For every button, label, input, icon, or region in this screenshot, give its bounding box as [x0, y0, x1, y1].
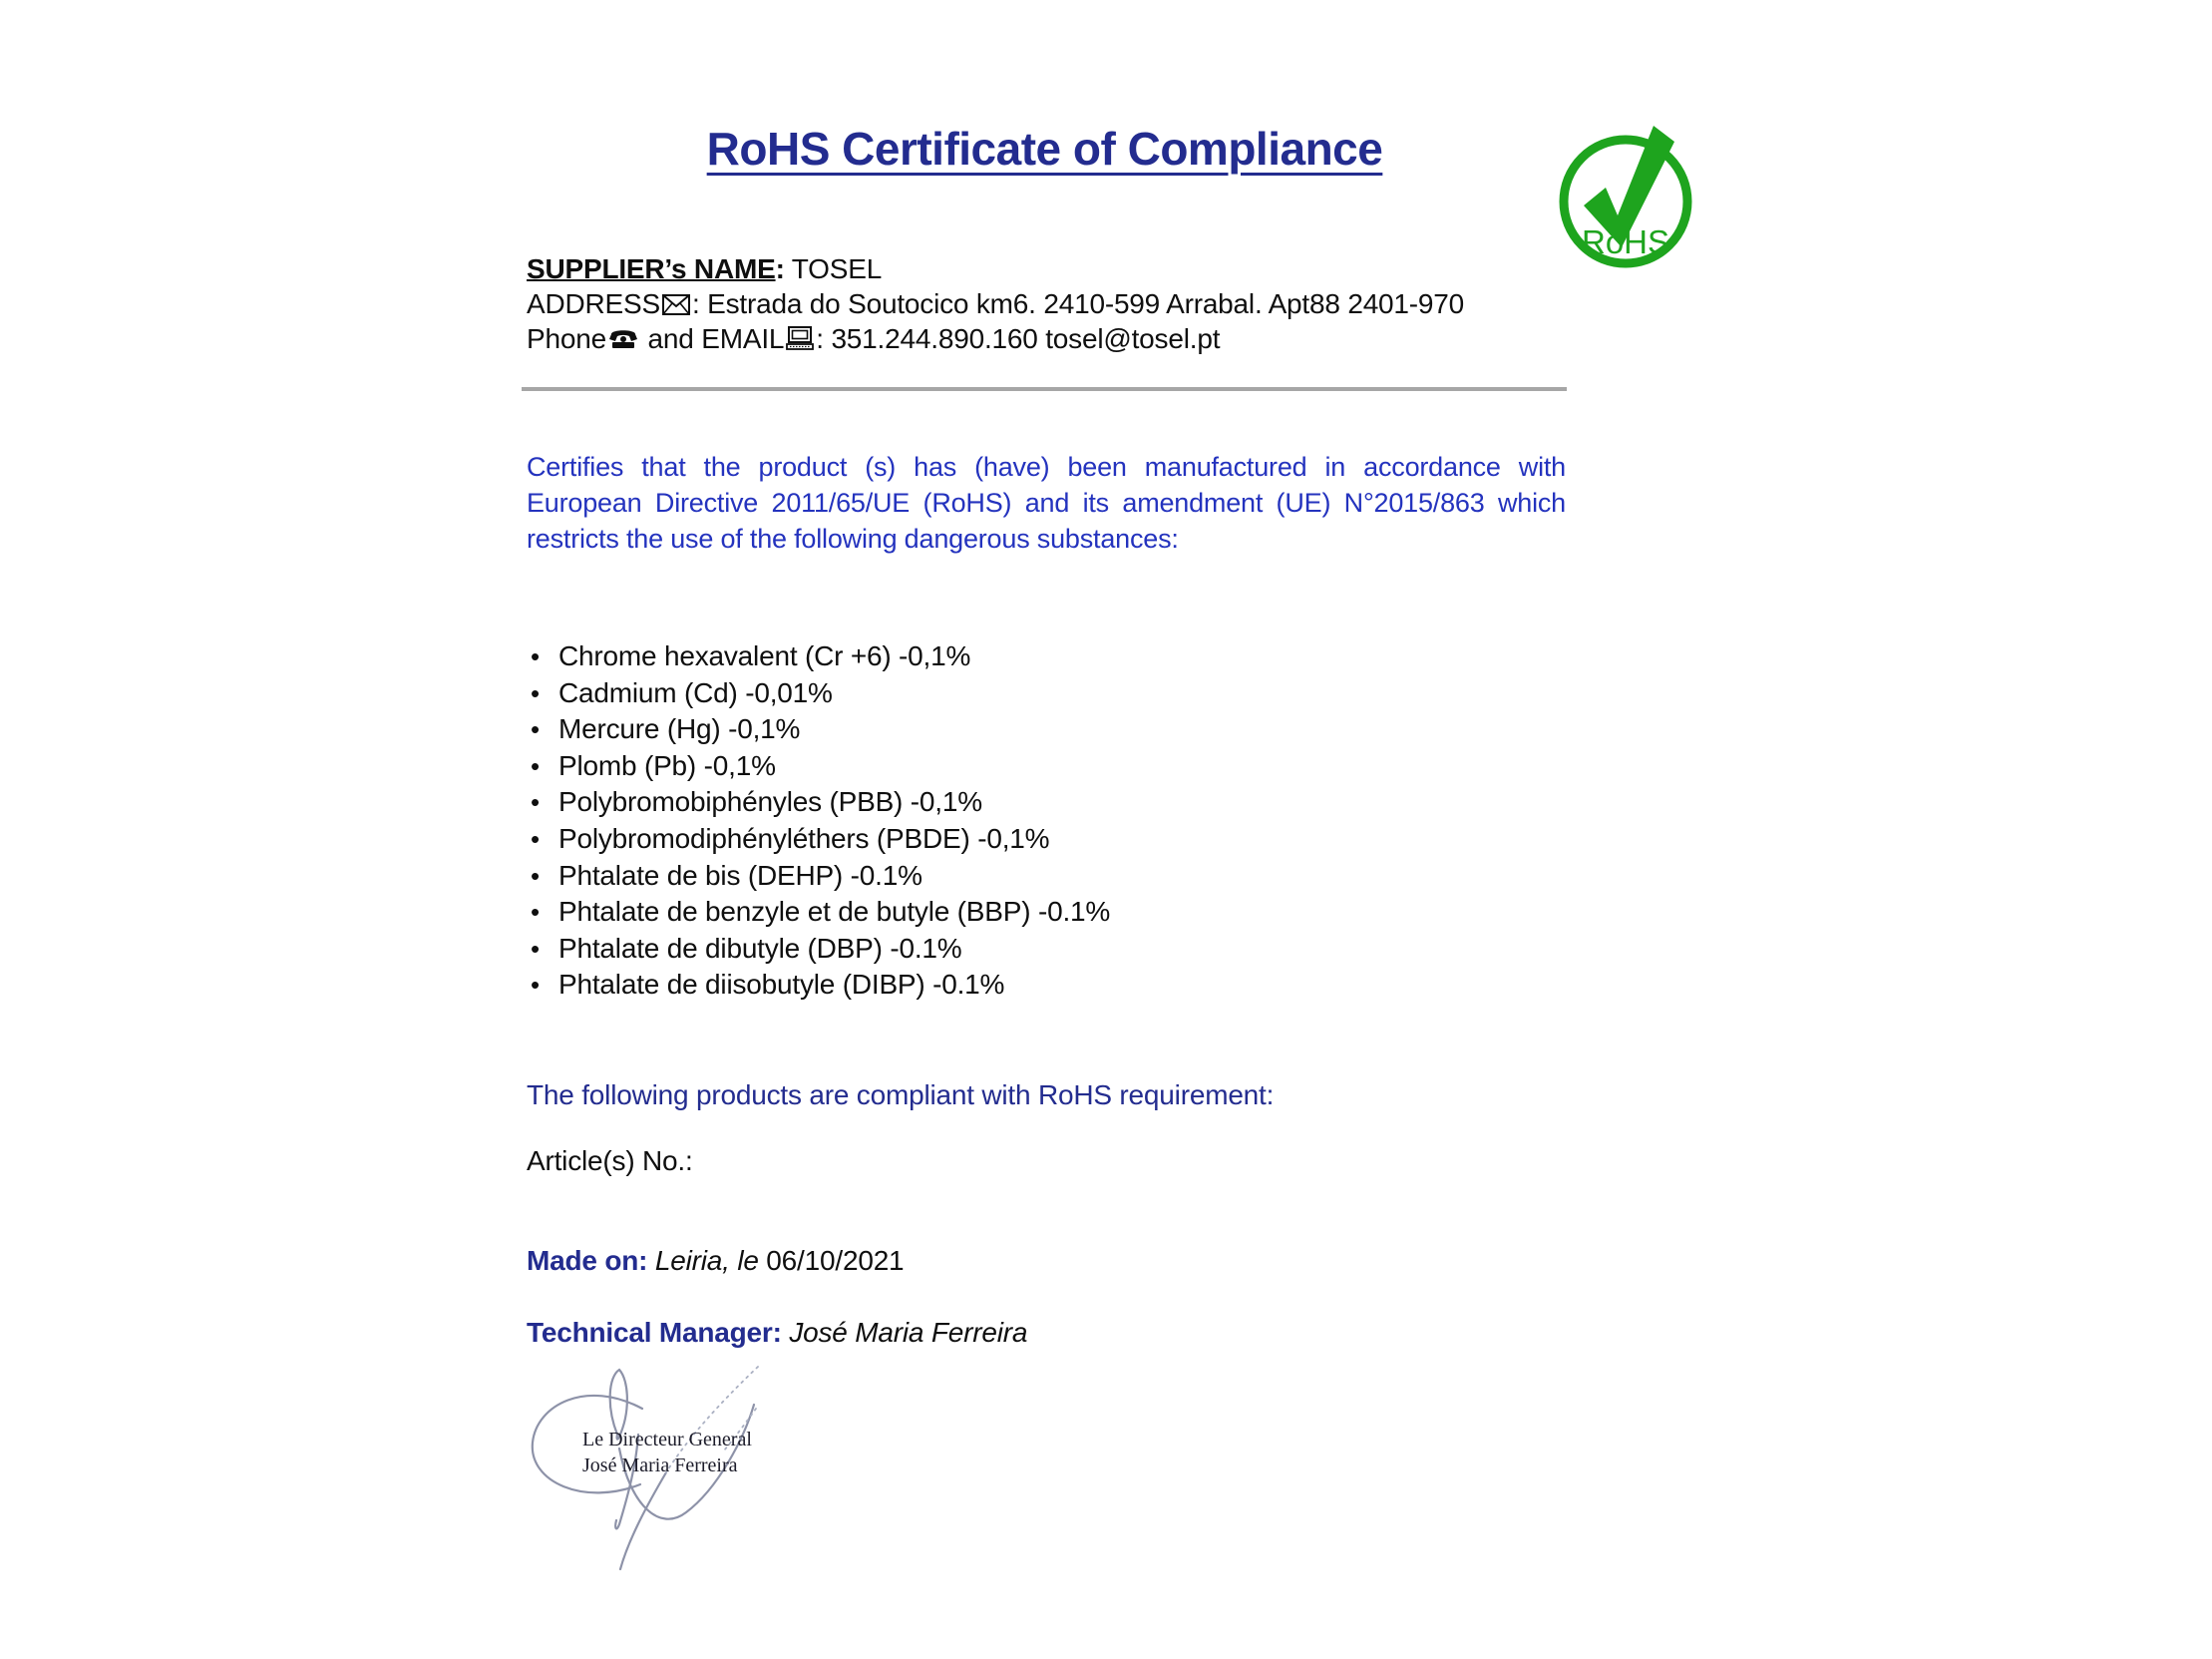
- articles-label: Article(s) No.:: [527, 1145, 693, 1176]
- page-title: [524, 122, 1566, 176]
- substance-label: Polybromobiphényles (PBB) -0,1%: [558, 786, 982, 818]
- rohs-check-icon: [1548, 104, 1707, 275]
- envelope-icon: [662, 294, 690, 315]
- substance-item: [531, 750, 1578, 787]
- supplier-address-line: [527, 286, 1624, 321]
- signature-caption: [582, 1427, 752, 1478]
- bullet-icon: •: [531, 714, 540, 745]
- substance-label: Mercure (Hg) -0,1%: [558, 713, 801, 745]
- bullet-icon: •: [531, 787, 540, 818]
- technical-manager-name: José Maria Ferreira: [781, 1317, 1028, 1348]
- made-on-place: Leiria, le: [647, 1245, 767, 1276]
- phone-label: Phone: [527, 323, 606, 354]
- substance-item: [531, 896, 1578, 933]
- substance-item: [531, 969, 1578, 1006]
- substance-item: [531, 640, 1578, 677]
- bullet-icon: •: [531, 641, 540, 671]
- bullet-icon: •: [531, 897, 540, 928]
- substance-label: Phtalate de diisobutyle (DIBP) -0.1%: [558, 969, 1005, 1001]
- bullet-icon: •: [531, 750, 540, 781]
- bullet-icon: •: [531, 933, 540, 964]
- made-on-date: 06/10/2021: [766, 1245, 905, 1276]
- bullet-icon: •: [531, 677, 540, 708]
- certification-paragraph: Certifies that the product (s) has (have) been manufactured in accordance with European Directive 2011/65/UE (RoHS) and its amendment (UE) N°2015/863 which restricts the use of the following dangerous substances:: [527, 452, 1566, 554]
- email-label: and EMAIL: [639, 323, 785, 354]
- rohs-logo: [1548, 104, 1707, 275]
- supplier-name-value: TOSEL: [784, 253, 883, 284]
- substance-item: [531, 786, 1578, 823]
- signature-title: Le Directeur General: [582, 1429, 752, 1451]
- substance-label: Cadmium (Cd) -0,01%: [558, 676, 833, 708]
- bullet-icon: •: [531, 970, 540, 1001]
- substance-item: [531, 933, 1578, 970]
- substance-label: Polybromodiphényléthers (PBDE) -0,1%: [558, 822, 1050, 854]
- substance-label: Phtalate de dibutyle (DBP) -0.1%: [558, 932, 962, 964]
- substance-item: [531, 823, 1578, 860]
- supplier-block: [527, 251, 1624, 356]
- substance-label: Chrome hexavalent (Cr +6) -0,1%: [558, 640, 971, 671]
- technical-manager-line: [527, 1317, 1027, 1349]
- substance-label: Plomb (Pb) -0,1%: [558, 749, 776, 781]
- address-label: ADDRESS: [527, 288, 660, 319]
- compliance-statement: The following products are compliant with RoHS requirement:: [527, 1079, 1275, 1110]
- phone-icon: [608, 326, 638, 350]
- substance-item: [531, 677, 1578, 714]
- technical-manager-label: Technical Manager:: [527, 1317, 782, 1348]
- supplier-name-line: [527, 251, 1624, 286]
- supplier-contact-line: [527, 321, 1624, 356]
- made-on-line: [527, 1245, 904, 1277]
- bullet-icon: •: [531, 823, 540, 854]
- computer-icon: [786, 326, 814, 350]
- page-title-text: RoHS Certificate of Compliance: [706, 123, 1383, 175]
- contact-value: : 351.244.890.160 tosel@tosel.pt: [816, 323, 1221, 354]
- substances-list: [531, 640, 1578, 1006]
- substance-label: Phtalate de bis (DEHP) -0.1%: [558, 859, 922, 891]
- supplier-name-colon: :: [775, 253, 785, 284]
- substance-label: Phtalate de benzyle et de butyle (BBP) -0.1%: [558, 896, 1111, 928]
- supplier-name-label: SUPPLIER’s NAME: [527, 253, 776, 284]
- substance-item: [531, 860, 1578, 897]
- made-on-label: Made on:: [527, 1245, 648, 1276]
- rohs-logo-label: RoHS: [1581, 223, 1670, 260]
- substance-item: [531, 713, 1578, 750]
- signature-name: José Maria Ferreira: [582, 1454, 738, 1476]
- bullet-icon: •: [531, 860, 540, 891]
- divider-rule: [522, 387, 1567, 391]
- address-value: : Estrada do Soutocico km6. 2410-599 Arrabal. Apt88 2401-970: [691, 288, 1465, 319]
